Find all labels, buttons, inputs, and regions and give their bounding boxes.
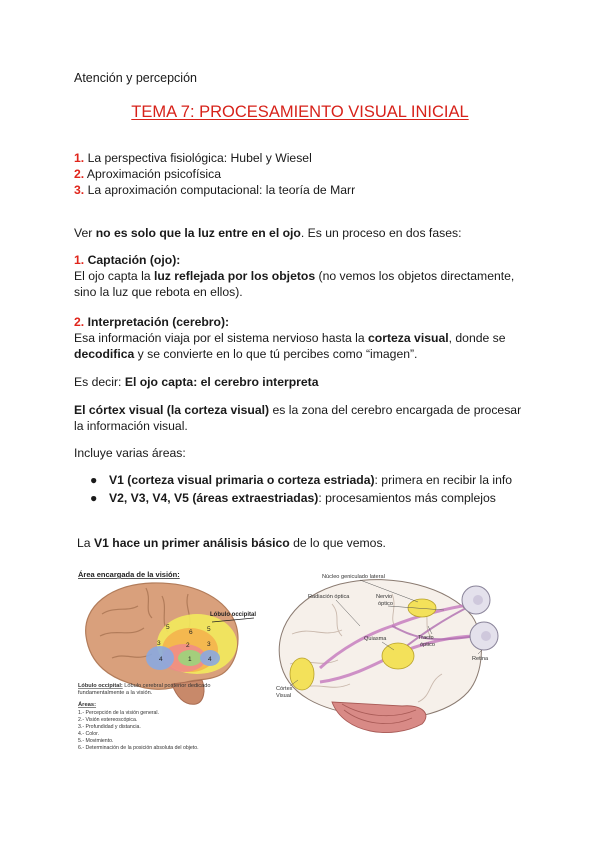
phase2-line-2 xyxy=(74,346,417,363)
eye-upper-lens xyxy=(473,595,483,605)
phase1-text-end: (no vemos los objetos directamente, xyxy=(315,269,515,283)
label-cortex: Córtex xyxy=(276,686,293,692)
v1-line xyxy=(77,535,386,552)
areas-title: Áreas: xyxy=(78,702,97,708)
area-number: 3 xyxy=(157,640,161,647)
visual-pathway-figure xyxy=(272,564,512,746)
label-radiation: Radiación óptica xyxy=(308,594,350,600)
summary-line xyxy=(74,374,319,391)
label-tract: Tracto xyxy=(418,635,434,641)
visual-cortex-shape xyxy=(290,658,314,690)
summary-text: Es decir: xyxy=(74,375,125,389)
bullet-icon: ● xyxy=(90,473,98,487)
brain-areas-figure xyxy=(72,566,268,756)
phase1-text: El ojo capta la xyxy=(74,269,154,283)
caption-line-1 xyxy=(78,683,210,689)
area-number: 6 xyxy=(189,629,193,636)
caption-line-2: fundamentalmente a la visión. xyxy=(78,690,153,696)
label-nerve: Nervio xyxy=(376,594,393,600)
bullet-icon: ● xyxy=(90,491,98,505)
label-retina: Retina xyxy=(472,656,489,662)
label-tract-2: óptico xyxy=(420,642,435,648)
legend-item: 1.- Percepción de la visión general. xyxy=(78,710,160,716)
caption-text: Lóbulo cerebral posterior dedicado xyxy=(122,683,211,689)
label-lgn: Núcleo geniculado lateral xyxy=(322,574,385,580)
phase1-title: Captación (ojo): xyxy=(87,253,181,267)
cortex-line-1 xyxy=(74,402,521,419)
area-number: 4 xyxy=(208,656,212,663)
area-number: 5 xyxy=(207,626,211,633)
page-title: TEMA 7: PROCESAMIENTO VISUAL INICIAL xyxy=(131,103,469,121)
lgn-shape xyxy=(408,599,436,617)
phase2-text-2: y se convierte en lo que tú percibes como “imagen”. xyxy=(134,347,418,361)
area-number: 4 xyxy=(159,656,163,663)
toc-text: La perspectiva fisiológica: Hubel y Wiesel xyxy=(87,151,312,165)
phase2-number: 2. xyxy=(74,315,85,329)
phase1-heading xyxy=(74,252,180,269)
area-number: 1 xyxy=(188,656,192,663)
label-chiasm: Quiasma xyxy=(364,636,387,642)
legend-item: 2.- Visión estereoscópica. xyxy=(78,717,138,723)
eye-lower-lens xyxy=(481,631,491,641)
legend-item: 5.- Movimiento. xyxy=(78,738,114,744)
bullet-bold: V2, V3, V4, V5 (áreas extraestriadas) xyxy=(109,491,319,505)
cortex-text: es la zona del cerebro encargada de procesar xyxy=(269,403,522,417)
chiasm-shape xyxy=(382,643,414,669)
toc-item-1 xyxy=(74,150,312,167)
v1-text-end: de lo que vemos. xyxy=(289,536,386,550)
area-number: 3 xyxy=(207,641,211,648)
phase1-bold: luz reflejada por los objetos xyxy=(153,269,316,283)
phase2-text: Esa información viaja por el sistema nervioso hasta la xyxy=(74,331,368,345)
toc-number: 3. xyxy=(74,183,85,197)
label-nerve-2: óptico xyxy=(378,601,393,607)
bullet-text: : primera en recibir la info xyxy=(374,473,513,487)
list-item xyxy=(90,490,512,508)
intro-paragraph xyxy=(74,225,461,242)
toc-item-2 xyxy=(74,166,221,183)
legend-item: 6.- Determinación de la posición absoluta del objeto. xyxy=(78,745,199,751)
legend-item: 4.- Color. xyxy=(78,731,100,737)
legend-item: 3.- Profundidad y distancia. xyxy=(78,724,141,730)
phase1-number: 1. xyxy=(74,253,85,267)
phase2-heading xyxy=(74,314,229,331)
phase1-line-2: sino la luz que rebota en ellos). xyxy=(74,285,243,299)
bullet-bold: V1 (corteza visual primaria o corteza estriada) xyxy=(109,473,375,487)
cortex-line-2: la información visual. xyxy=(74,419,188,433)
summary-bold: El ojo capta: el cerebro interpreta xyxy=(124,375,319,389)
label-cortex-2: Visual xyxy=(276,693,292,699)
toc-item-3 xyxy=(74,182,355,199)
phase2-line-1 xyxy=(74,330,506,347)
list-item xyxy=(90,472,512,490)
areas-legend xyxy=(78,710,199,751)
toc-text: Aproximación psicofísica xyxy=(86,167,222,181)
phase2-text-end: , donde se xyxy=(448,331,506,345)
intro-bold: no es solo que la luz entre en el ojo xyxy=(95,226,301,240)
figure-heading: Área encargada de la visión: xyxy=(78,570,180,579)
phase2-bold: corteza visual xyxy=(368,331,449,345)
cortex-bold: El córtex visual (la corteza visual) xyxy=(74,403,270,417)
toc-text: La aproximación computacional: la teoría de Marr xyxy=(87,183,356,197)
areas-list xyxy=(90,472,512,508)
phase2-bold-2: decodifica xyxy=(74,347,135,361)
area-number: 5 xyxy=(166,624,170,631)
phase1-line-1 xyxy=(74,268,514,285)
intro-text-end: . Es un proceso en dos fases: xyxy=(300,226,462,240)
phase2-title: Interpretación (cerebro): xyxy=(87,315,230,329)
toc-number: 2. xyxy=(74,167,85,181)
area-number: 2 xyxy=(186,642,190,649)
bullet-text: : procesamientos más complejos xyxy=(318,491,496,505)
areas-intro: Incluye varias áreas: xyxy=(74,446,186,460)
caption-bold: Lóbulo occipital: xyxy=(78,683,123,689)
page-header: Atención y percepción xyxy=(74,71,197,85)
v1-bold: V1 hace un primer análisis básico xyxy=(93,536,290,550)
v1-text: La xyxy=(77,536,94,550)
intro-text: Ver xyxy=(74,226,96,240)
toc-number: 1. xyxy=(74,151,85,165)
lobe-label: Lóbulo occipital xyxy=(210,612,256,618)
